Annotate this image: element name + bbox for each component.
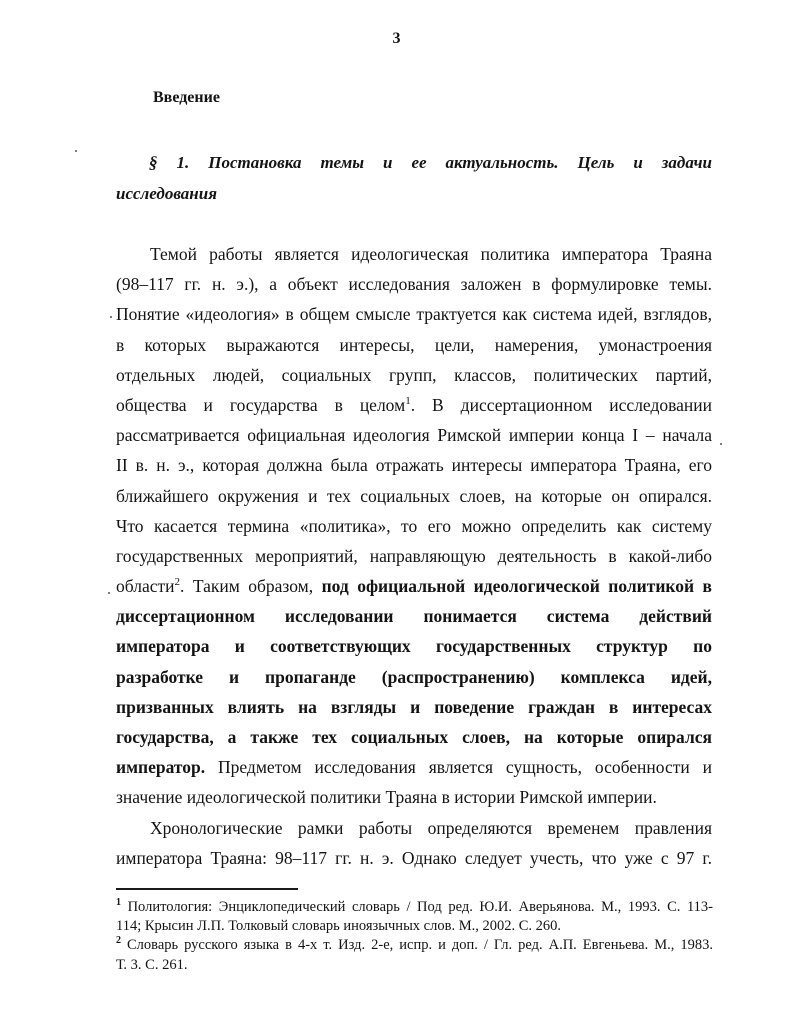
body-text: Предметом исследования является сущность, особенности и [205, 757, 712, 777]
body-line: Темой работы является идеологическая политика императора Траяна [150, 244, 712, 264]
body-line: Хронологические рамки работы определяются временем правления [150, 818, 712, 838]
definition-line: императора и соответствующих государственных структур по [116, 636, 712, 656]
footnote-mark: 1 [116, 897, 121, 909]
body-line: в которых выражаются интересы, цели, намерения, умонастроения [116, 335, 712, 355]
definition-line: призванных влиять на взгляды и поведение граждан в интересах [116, 697, 712, 717]
footnote-mark: 2 [116, 935, 121, 947]
footnote-1-line-2: 114; Крысин Л.П. Толковый словарь иноязычных слов. М., 2002. С. 260. [116, 918, 562, 934]
body-line: императора Траяна: 98–117 гг. н. э. Однако следует учесть, что уже с 97 г. [116, 848, 712, 868]
scan-speck [720, 443, 722, 445]
definition-text: император. [116, 757, 206, 777]
body-line: Понятие «идеология» в общем смысле трактуется как система идей, взглядов, [116, 304, 712, 324]
footnote-text: Политология: Энциклопедический словарь / Под ред. Ю.И. Аверьянова. М., 1993. С. 113- [121, 899, 713, 915]
body-line: государственных мероприятий, направляющую деятельность в какой-либо [116, 546, 712, 566]
section-title-line-1: § 1. Постановка темы и ее актуальность. Цель и задачи [149, 153, 712, 172]
footnote-ref[interactable]: 2 [174, 576, 180, 589]
body-text: . Таким образом, [180, 576, 322, 596]
definition-line: диссертационном исследовании понимается система действий [116, 606, 712, 626]
body-line: отдельных людей, социальных групп, классов, политических партий, [116, 365, 712, 385]
scan-speck [110, 316, 112, 318]
scan-speck [75, 150, 77, 152]
body-text: области [116, 576, 175, 596]
footnote-1-line-1 [116, 897, 713, 917]
scan-speck [108, 592, 110, 594]
body-line: рассматривается официальная идеология Римской империи конца I – начала [116, 425, 712, 445]
body-line: II в. н. э., которая должна была отражать интересы императора Траяна, его [116, 455, 712, 475]
footnote-2-line-2: Т. 3. С. 261. [116, 957, 188, 973]
chapter-heading: Введение [153, 89, 220, 106]
body-line [116, 574, 712, 598]
page-number: 3 [392, 30, 401, 47]
footnote-separator [116, 888, 298, 890]
body-line [116, 755, 712, 779]
body-line: ближайшего окружения и тех социальных слоев, на которые он опирался. [116, 486, 712, 506]
definition-line: государства, а также тех социальных слоев, на которые опирался [116, 727, 712, 747]
body-line: Что касается термина «политика», то его можно определить как систему [116, 516, 712, 536]
footnote-2-line-1 [116, 935, 713, 955]
footnote-text: Словарь русского языка в 4-х т. Изд. 2-е, испр. и доп. / Гл. ред. А.П. Евгеньева. М., 1983. [121, 937, 713, 953]
body-text: . В диссертационном исследовании [410, 395, 713, 415]
body-line: значение идеологической политики Траяна в истории Римской империи. [116, 787, 657, 807]
section-title-line-2: исследования [116, 184, 217, 203]
body-line: (98–117 гг. н. э.), а объект исследования заложен в формулировке темы. [116, 274, 712, 294]
body-text: общества и государства в целом [116, 395, 406, 415]
body-line [116, 393, 712, 417]
definition-text: под официальной идеологической политикой в [321, 576, 713, 596]
footnote-ref[interactable]: 1 [405, 395, 411, 408]
definition-line: разработке и пропаганде (распространению) комплекса идей, [116, 667, 712, 687]
